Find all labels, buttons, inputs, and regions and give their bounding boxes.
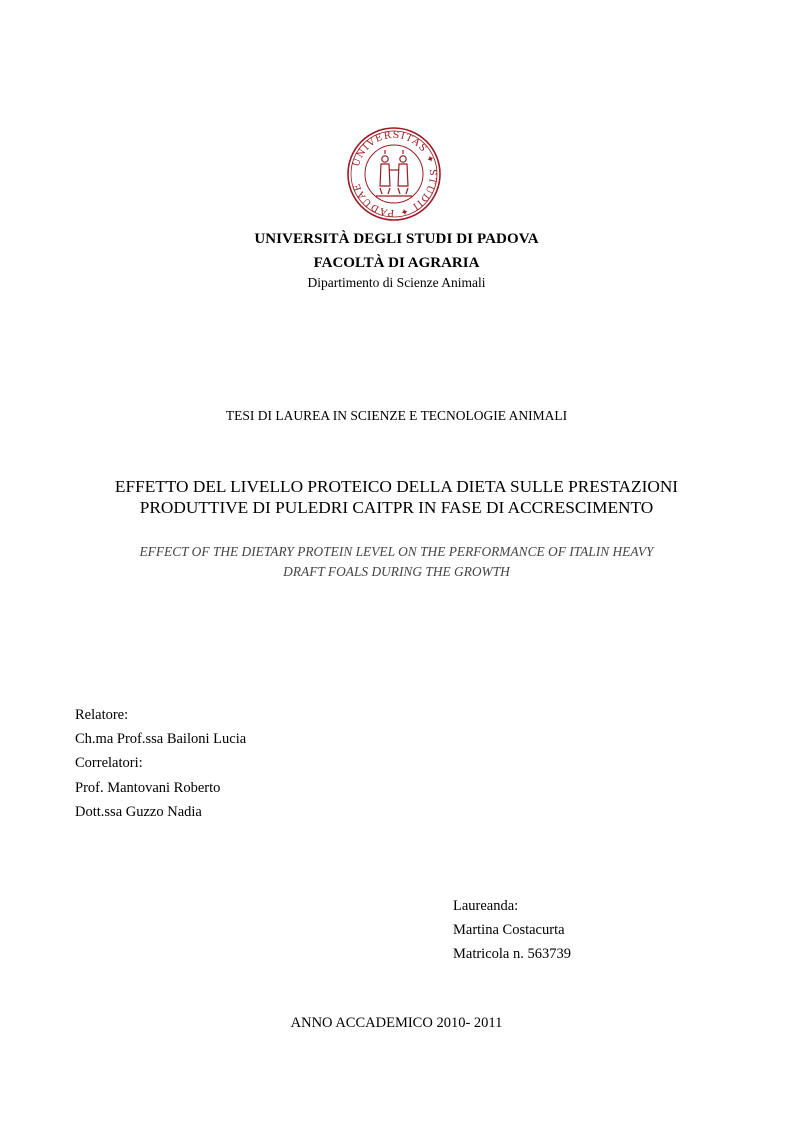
faculty-name: FACOLTÀ DI AGRARIA	[313, 255, 480, 271]
correlatore-name: Dott.ssa Guzzo Nadia	[75, 803, 202, 820]
correlatori-label: Correlatori:	[75, 755, 143, 772]
student-block	[453, 894, 571, 967]
student-matricola: Matricola n. 563739	[453, 946, 571, 963]
degree-label: TESI DI LAUREA IN SCIENZE E TECNOLOGIE ANIMALI	[225, 408, 568, 423]
title-english-line: EFFECT OF THE DIETARY PROTEIN LEVEL ON THE PERFORMANCE OF ITALIN HEAVY	[139, 544, 654, 559]
relatore-label: Relatore:	[75, 707, 129, 723]
correlatore-name: Prof. Mantovani Roberto	[75, 779, 221, 796]
student-label: Laureanda:	[453, 898, 519, 914]
university-seal-icon	[346, 126, 442, 222]
supervisors-block	[75, 703, 246, 824]
title-italian-line: EFFETTO DEL LIVELLO PROTEICO DELLA DIETA SULLE PRESTAZIONI	[114, 477, 679, 496]
university-name: UNIVERSITÀ DEGLI STUDI DI PADOVA	[254, 231, 539, 247]
title-english-line: DRAFT FOALS DURING THE GROWTH	[283, 564, 510, 579]
department-name: Dipartimento di Scienze Animali	[307, 275, 486, 290]
title-italian-line: PRODUTTIVE DI PULEDRI CAITPR IN FASE DI ACCRESCIMENTO	[139, 498, 654, 517]
relatore-name: Ch.ma Prof.ssa Bailoni Lucia	[75, 731, 247, 748]
seal-ring-text: UNIVERSITAS ✦ STUDII ✦ PADUAE	[350, 129, 439, 219]
academic-year: ANNO ACCADEMICO 2010- 2011	[290, 1015, 503, 1031]
thesis-title-italian	[60, 476, 733, 518]
student-name: Martina Costacurta	[453, 922, 565, 939]
thesis-title-english	[60, 542, 733, 582]
